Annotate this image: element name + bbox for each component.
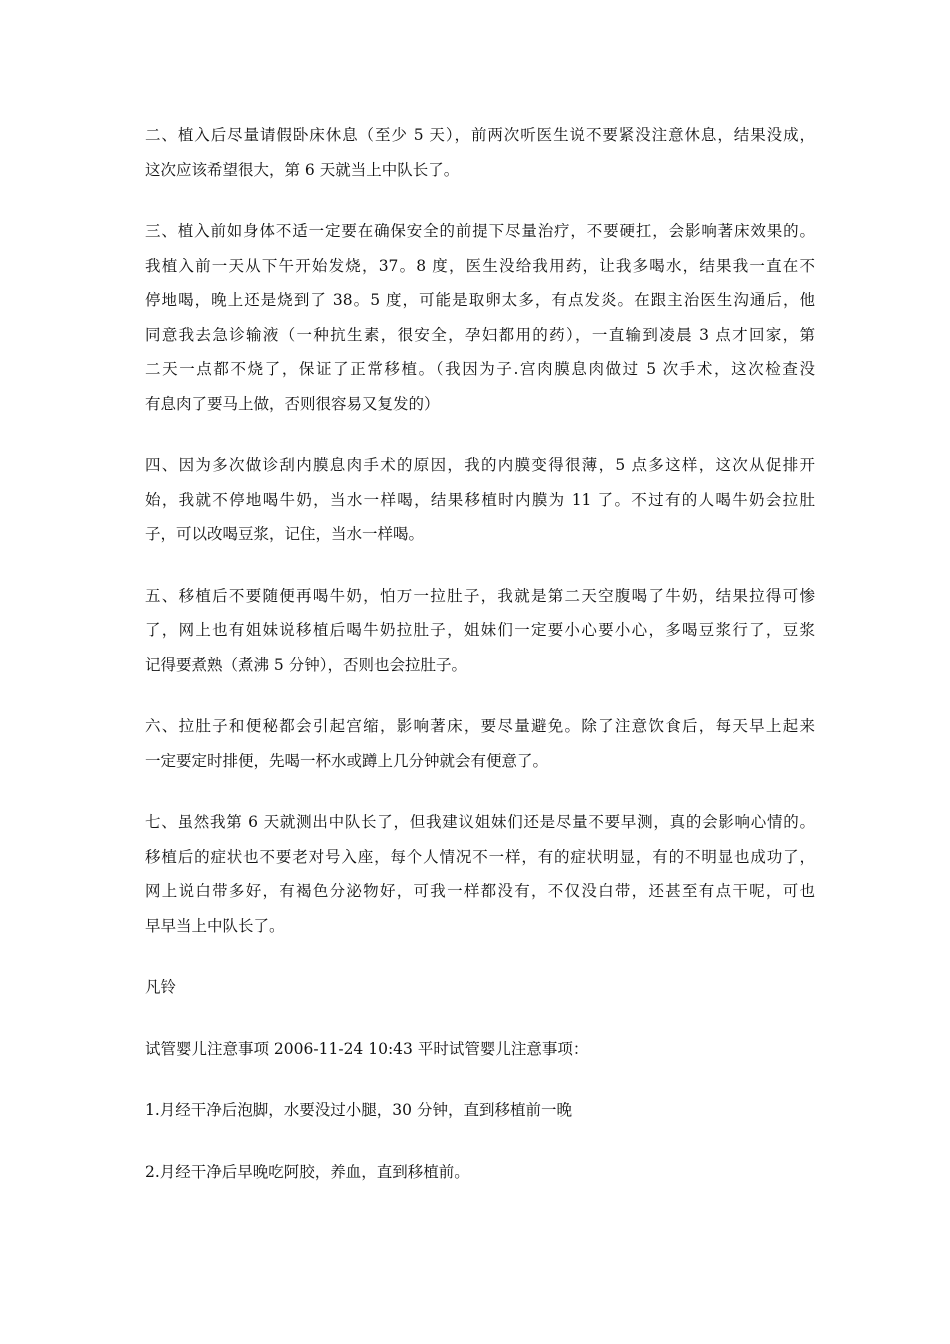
text-line: 有息肉了要马上做，否则很容易又复发的） [145,394,440,413]
text-line: 了，网上也有姐妹说移植后喝牛奶拉肚子，姐妹们一定要小心要小心，多喝豆浆行了，豆浆 [145,621,815,639]
text-line: 七、虽然我第 6 天就测出中队长了，但我建议姐妹们还是尽量不要早测，真的会影响心情的。 [145,813,815,831]
paragraph-4 [145,448,815,552]
text-line: 试管婴儿注意事项 2006-11-24 10:43 平时试管婴儿注意事项： [145,1039,589,1058]
document-body [145,118,815,1216]
text-line: 六、拉肚子和便秘都会引起宫缩，影响著床，要尽量避免。除了注意饮食后，每天早上起来 [145,717,815,735]
text-line: 三、植入前如身体不适一定要在确保安全的前提下尽量治疗，不要硬扛，会影响著床效果的。 [145,222,815,240]
text-line: 始，我就不停地喝牛奶，当水一样喝，结果移植时内膜为 11 了。不过有的人喝牛奶会拉肚 [145,490,815,509]
section-heading [145,1032,815,1067]
text-line: 我植入前一天从下午开始发烧，37。8 度，医生没给我用药，让我多喝水，结果我一直在不 [145,256,815,275]
list-item-1 [145,1093,815,1128]
text-line: 四、因为多次做诊刮内膜息肉手术的原因，我的内膜变得很薄，5 点多这样，这次从促排开 [145,456,815,474]
text-line: 记得要煮熟（煮沸 5 分钟），否则也会拉肚子。 [145,655,467,674]
text-line: 这次应该希望很大，第 6 天就当上中队长了。 [145,160,460,179]
text-line: 子，可以改喝豆浆，记住，当水一样喝。 [145,525,425,543]
text-line: 二、植入后尽量请假卧床休息（至少 5 天），前两次听医生说不要紧没注意休息，结果没成， [145,126,815,144]
text-line: 移植后的症状也不要老对号入座，每个人情况不一样，有的症状明显，有的不明显也成功了， [145,847,815,866]
text-line: 一定要定时排便，先喝一杯水或蹲上几分钟就会有便意了。 [145,751,549,770]
paragraph-7 [145,805,815,943]
text-line: 二天一点都不烧了，保证了正常移植。（我因为子.宫肉膜息肉做过 5 次手术，这次检查没 [145,360,815,378]
paragraph-6 [145,709,815,778]
text-line: 早早当上中队长了。 [145,916,285,935]
text-line: 凡铃 [145,978,177,996]
paragraph-5 [145,579,815,683]
text-line: 1.月经干净后泡脚，水要没过小腿，30 分钟，直到移植前一晚 [145,1101,572,1119]
text-line: 2.月经干净后早晚吃阿胶，养血，直到移植前。 [145,1162,470,1181]
text-line: 五、移植后不要随便再喝牛奶，怕万一拉肚子，我就是第二天空腹喝了牛奶，结果拉得可惨 [145,586,815,605]
paragraph-2 [145,118,815,187]
paragraph-3 [145,214,815,421]
text-line: 停地喝，晚上还是烧到了 38。5 度，可能是取卵太多，有点发炎。在跟主治医生沟通后，他 [145,291,815,309]
text-line: 网上说白带多好，有褐色分泌物好，可我一样都没有，不仅没白带，还甚至有点干呢，可也 [145,882,815,900]
author-signature [145,970,815,1005]
list-item-2 [145,1155,815,1190]
text-line: 同意我去急诊输液（一种抗生素，很安全，孕妇都用的药），一直输到凌晨 3 点才回家，第 [145,325,815,344]
